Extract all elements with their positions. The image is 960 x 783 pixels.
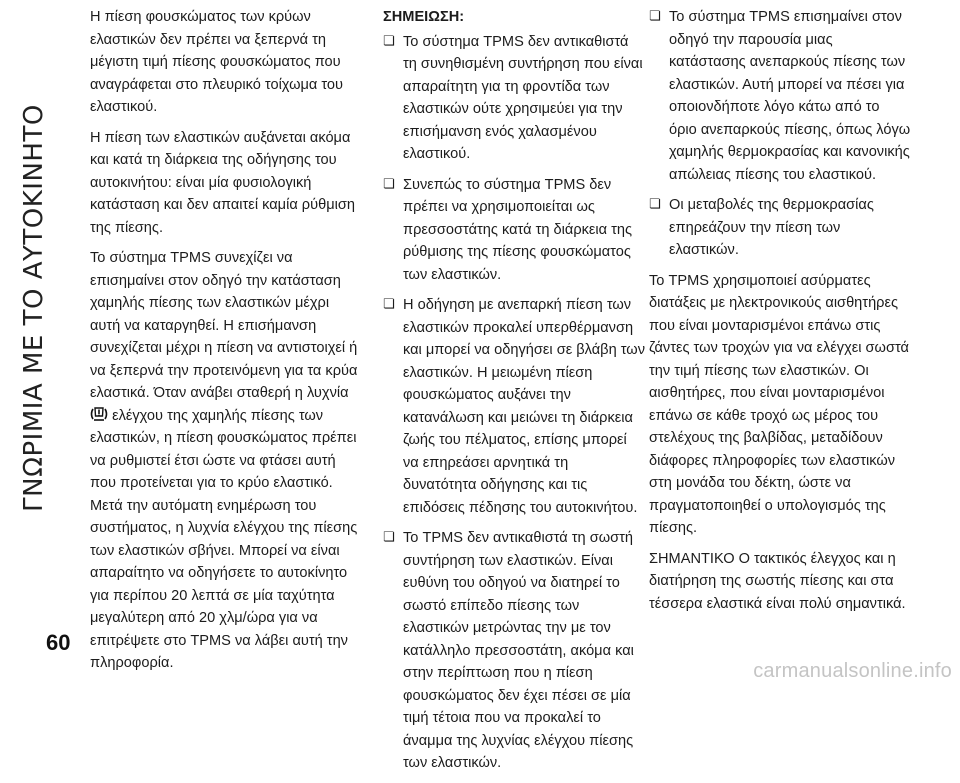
chapter-title-text: ΓΝΩΡΙΜΙΑ ΜΕ ΤΟ ΑΥΤΟΚΙΝΗΤΟ (19, 104, 49, 512)
paragraph: ΣΗΜΑΝΤΙΚΟ Ο τακτικός έλεγχος και η διατήρηση της σωστής πίεσης και στα τέσσερα ελαστικά είναι πολύ σημαντικά. (649, 550, 906, 612)
note-item (649, 194, 911, 262)
tire-pressure-warning-icon (90, 406, 108, 422)
note-item (383, 294, 645, 519)
note-heading: ΣΗΜΕΙΩΣΗ: (383, 9, 465, 25)
note-item-text: Οι μεταβολές της θερμοκρασίας επηρεάζουν την πίεση των ελαστικών. (669, 197, 874, 258)
paragraph: Η πίεση των ελαστικών αυξάνεται ακόμα και κατά τη διάρκεια της οδήγησης του αυτοκινήτου: είναι μία φυσιολογική κατάσταση και δεν απαιτεί καμία ρύθμιση της πίεσης. (90, 129, 355, 236)
note-item (383, 174, 645, 287)
text-column-2 (383, 6, 645, 783)
page-number: 60 (46, 630, 71, 655)
note-item-text: Το σύστημα TPMS δεν αντικαθιστά τη συνηθισμένη συντήρηση που είναι απαραίτητη για τη φροντίδα των ελαστικών ούτε χρησιμεύει για την επισήμανση ενός χαλασμένου ελαστικού. (403, 33, 643, 162)
checkbox-bullet-icon: ❏ (383, 33, 395, 49)
note-item (383, 31, 645, 166)
note-item-text: Το TPMS δεν αντικαθιστά τη σωστή συντήρηση των ελαστικών. Είναι ευθύνη του οδηγού να διατηρεί το σωστό επίπεδο πίεσης των ελαστικών μετρώντας την με τον κατάλληλο πρεσσοστάτη, ακόμα και στην περίπτωση που η πίεση φουσκώματος δεν έχει πέσει σε μία τιμή τέτοια που να προκαλεί το άναμμα της λυχνίας ελέγχου πίεσης των ελαστικών. (403, 530, 634, 771)
watermark: carmanualsonline.info (753, 660, 952, 682)
checkbox-bullet-icon: ❏ (649, 9, 661, 24)
paragraph: Το TPMS χρησιμοποιεί ασύρματες διατάξεις με ηλεκτρονικούς αισθητήρες που είναι μονταρισμένοι επάνω στις ζάντες των τροχών για να ελέγχει σωστά την τιμή πίεσης των ελαστικών. Οι αισθητήρες, που είναι μονταρισμένοι επάνω σε κάθε τροχό ως μέρος του στελέχους της βαλβίδας, μεταδίδουν διάφορες πληροφορίες των ελαστικών στη μονάδα του δέκτη, ώστε να πραγματοποιηθεί ο υπολογισμός της πίεσης. (649, 272, 909, 536)
paragraph-text: ελέγχου της χαμηλής πίεσης των ελαστικών, η πίεση φουσκώματος πρέπει να ρυθμιστεί έτσι ώστε να φτάσει αυτή που προτείνεται για το κρύο ελαστικό. Μετά την αυτόματη ενημέρωση του συστήματος, η λυχνία ελέγχου της πίεσης των ελαστικών σβήνει. Μπορεί να είναι απαραίτητο να οδηγήσετε το αυτοκίνητο για περίπου 20 λεπτά σε μία ταχύτητα μεγαλύτερη από 20 χλμ/ώρα για να επιτρέψετε στο TPMS να λάβει αυτή την πληροφορία. (90, 407, 358, 671)
checkbox-bullet-icon: ❏ (649, 197, 661, 212)
note-item (649, 6, 911, 186)
paragraph-text: Το σύστημα TPMS συνεχίζει να επισημαίνει στον οδηγό την κατάσταση χαμηλής πίεσης των ελαστικών μέχρι αυτή να καταργηθεί. Η επισήμανση συνεχίζεται μέχρι η πίεση να αντιστοιχεί ή να ξεπερνά την προτεινόμενη για τα κρύα ελαστικά. Όταν ανάβει σταθερή η λυχνία (90, 250, 358, 401)
note-item-text: Συνεπώς το σύστημα TPMS δεν πρέπει να χρησιμοποιείται ως πρεσσοστάτης κατά τη διάρκεια της ρύθμισης της πίεσης φουσκώματος των ελαστικών. (403, 176, 633, 283)
text-column-3 (649, 6, 911, 623)
paragraph-with-icon (90, 247, 358, 675)
checkbox-bullet-icon: ❏ (383, 530, 395, 545)
checkbox-bullet-icon: ❏ (383, 297, 395, 312)
note-item-text: Το σύστημα TPMS επισημαίνει στον οδηγό την παρουσία μιας κατάστασης ανεπαρκούς πίεσης των ελαστικών. Αυτή μπορεί να πέσει για οποιονδήποτε λόγο κάτω από το όριο ανεπαρκούς πίεσης, όπως λόγω χαμηλής θερμοκρασίας και κανονικής απώλειας πίεσης του ελαστικού. (669, 9, 911, 183)
paragraph: Η πίεση φουσκώματος των κρύων ελαστικών δεν πρέπει να ξεπερνά τη μέγιστη τιμή πίεσης φουσκώματος που αναγράφεται στο πλευρικό τοίχωμα του ελαστικού. (90, 9, 344, 115)
checkbox-bullet-icon: ❏ (383, 176, 395, 192)
note-item (383, 527, 645, 775)
chapter-side-title (6, 8, 62, 608)
text-column-1 (90, 6, 358, 683)
note-item-text: Η οδήγηση με ανεπαρκή πίεση των ελαστικών προκαλεί υπερθέρμανση και μπορεί να οδηγήσει σε βλάβη των ελαστικών. Η μειωμένη πίεση φουσκώματος αυξάνει την κατανάλωση και μειώνει τη διάρκεια ζωής του πέλματος, επίσης μπορεί να επηρεάσει αρνητικά τη δυνατότητα οδήγησης και τις επιδόσεις πέδησης του αυτοκινήτου. (403, 297, 646, 516)
